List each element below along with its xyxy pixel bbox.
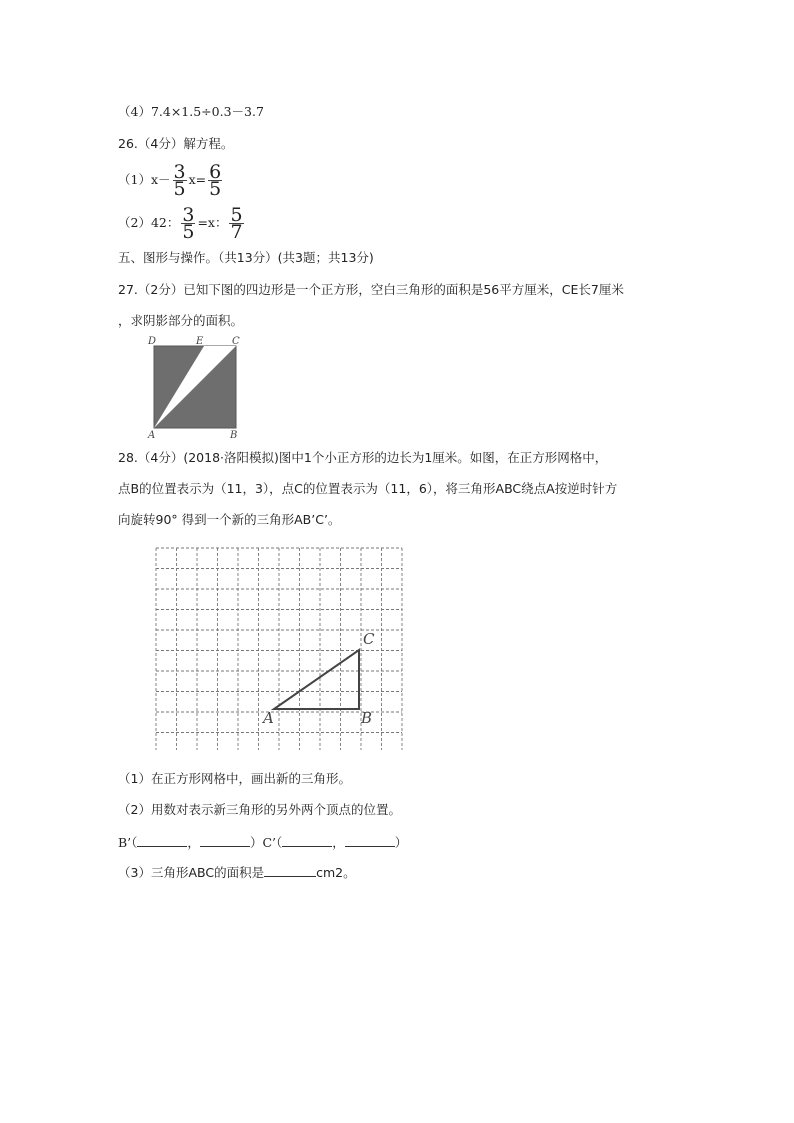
b-prime-y-blank[interactable] (200, 834, 250, 847)
label-e: E (196, 336, 204, 347)
eq1-frac1-num: 3 (173, 161, 186, 183)
q26-eq1 (118, 161, 224, 200)
b-prime-x-blank[interactable] (137, 834, 187, 847)
eq2-frac1 (181, 204, 195, 243)
q28-grid-figure (150, 540, 410, 750)
q27-line1: 27.（2分）已知下图的四边形是一个正方形，空白三角形的面积是56平方厘米，CE长7厘米 (118, 282, 624, 297)
q28-sub2: （2）用数对表示新三角形的另外两个顶点的位置。 (118, 802, 401, 817)
label-d: D (148, 336, 157, 347)
eq1-frac2 (208, 161, 222, 200)
grid-label-c: C (363, 630, 375, 648)
label-b: B (230, 430, 238, 441)
section5-title: 五、图形与操作。（共13分）(共3题；共13分) (118, 250, 374, 265)
label-c: C (232, 336, 240, 347)
q27-line2: ，求阴影部分的面积。 (118, 313, 244, 328)
grid-label-b: B (361, 709, 373, 727)
b-prime-label: B’（ (118, 835, 138, 850)
close-paren: ） (394, 835, 408, 850)
comma-1: ， (187, 835, 200, 850)
eq2-label: （2）42： (118, 215, 180, 230)
q28-sub3 (118, 864, 356, 881)
eq2-frac1-num: 3 (182, 204, 195, 226)
sub3-suffix: cm2。 (316, 865, 356, 880)
eq1-frac2-den: 5 (209, 178, 222, 200)
triangle-abc (274, 650, 359, 709)
eq1-frac2-num: 6 (209, 161, 222, 183)
label-a: A (148, 430, 156, 441)
eq1-label: （1）x－ (118, 172, 171, 187)
eq2-frac2-num: 5 (230, 204, 243, 226)
q28-sub2-answer (118, 834, 407, 851)
c-prime-x-blank[interactable] (282, 834, 332, 847)
eq1-frac1 (173, 161, 187, 200)
area-blank[interactable] (264, 864, 316, 877)
q28-line1: 28.（4分）(2018·洛阳模拟)图中1个小正方形的边长为1厘米。如图，在正方形网格中， (118, 450, 608, 465)
sub3-prefix: （3）三角形ABC的面积是 (118, 865, 265, 880)
c-prime-label: ）C’（ (249, 835, 283, 850)
q25-item4: （4）7.4×1.5÷0.3－3.7 (118, 104, 264, 119)
q28-line2: 点B的位置表示为（11，3），点C的位置表示为（11，6），将三角形ABC绕点A按逆时针方 (118, 481, 618, 496)
eq2-frac2 (229, 204, 243, 243)
eq2-frac2-den: 7 (230, 221, 243, 243)
q26-eq2 (118, 204, 246, 243)
c-prime-y-blank[interactable] (345, 834, 395, 847)
eq2-frac1-den: 5 (182, 221, 195, 243)
q27-square-figure (140, 332, 250, 442)
eq2-mid: =x： (197, 215, 228, 230)
q28-line3: 向旋转90° 得到一个新的三角形AB’C’。 (118, 512, 341, 527)
q26-header: 26.（4分）解方程。 (118, 136, 234, 151)
eq1-mid: x= (188, 172, 207, 187)
grid-label-a: A (263, 709, 274, 727)
eq1-frac1-den: 5 (173, 178, 186, 200)
q28-sub1: （1）在正方形网格中，画出新的三角形。 (118, 771, 351, 786)
comma-2: ， (332, 835, 345, 850)
